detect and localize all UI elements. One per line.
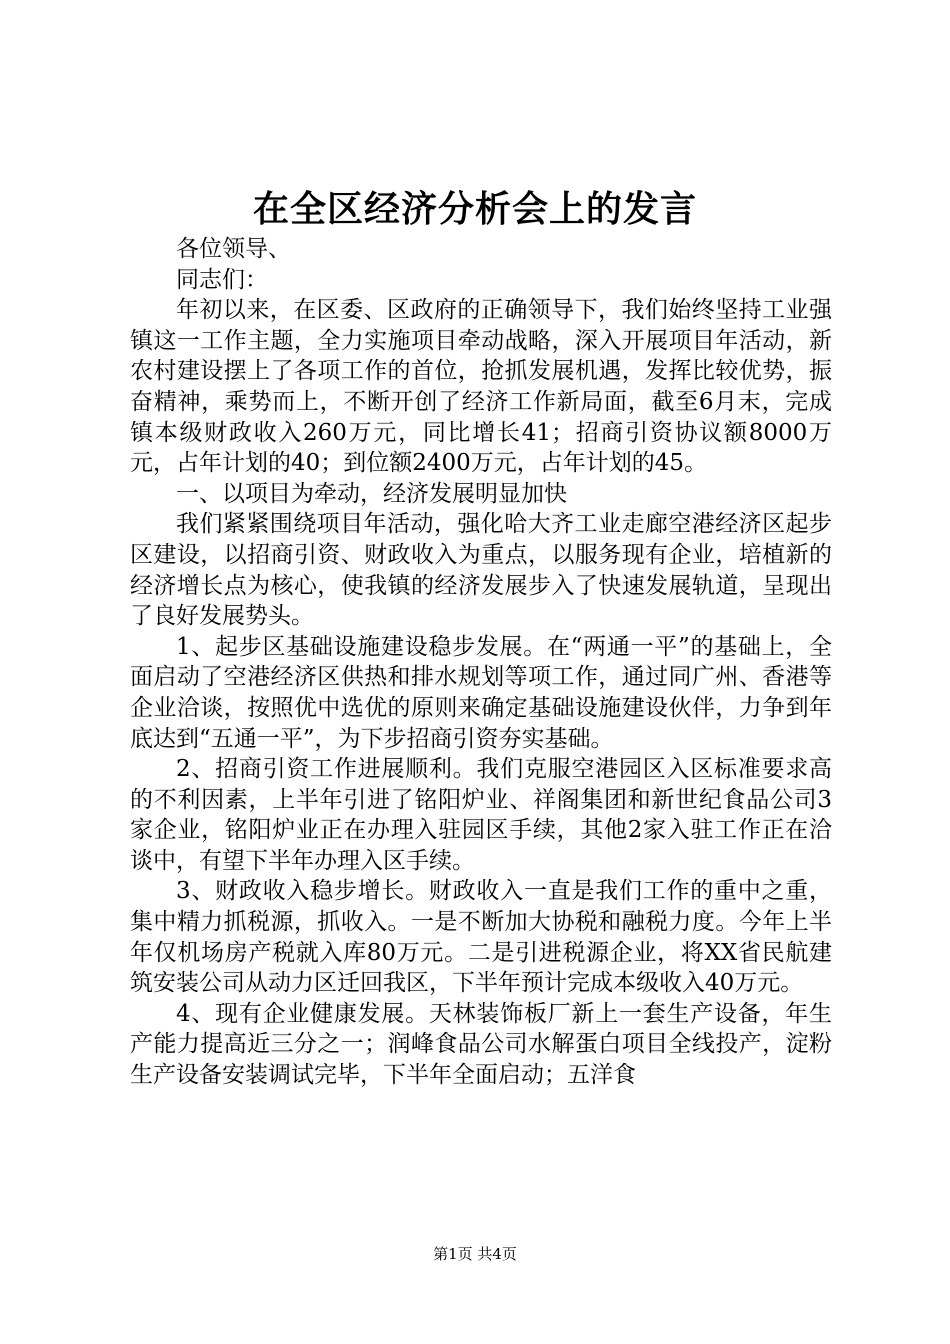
paragraph-item-3: 3、财政收入稳步增长。财政收入一直是我们工作的重中之重，集中精力抓税源，抓收入。一是不断加大协税和融税力度。今年上半年仅机场房产税就入库80万元。二是引进税源企业，将XX省民航建筑安装公司从动力区迁回我区，下半年预计完成本级收入40万元。 — [130, 878, 832, 997]
document-title: 在全区经济分析会上的发言 — [252, 188, 697, 230]
document-body — [130, 234, 832, 1091]
salutation-comrades: 同志们： — [176, 266, 268, 293]
paragraph-item-2: 2、招商引资工作进展顺利。我们克服空港园区入区标准要求高的不利因素，上半年引进了铭阳炉业、祥阁集团和新世纪食品公司3家企业，铭阳炉业正在办理入驻园区手续，其他2家入驻工作正在洽谈中，有望下半年办理入区手续。 — [130, 756, 832, 874]
page-number-footer: 第1页 共4页 — [433, 1245, 517, 1263]
paragraph-item-1: 1、起步区基础设施建设稳步发展。在“两通一平”的基础上，全面启动了空港经济区供热和排水规划等项工作，通过同广州、香港等企业洽谈，按照优中选优的原则来确定基础设施建设伙伴，力争到年底达到“五通一平”，为下步招商引资夯实基础。 — [130, 633, 832, 752]
paragraph-intro: 年初以来，在区委、区政府的正确领导下，我们始终坚持工业强镇这一工作主题，全力实施项目牵动战略，深入开展项目年活动，新农村建设摆上了各项工作的首位，抢抓发展机遇，发挥比较优势，振奋精神，乘势而上，不断开创了经济工作新局面，截至6月末，完成镇本级财政收入260万元，同比增长41；招商引资协议额8000万元，占年计划的40；到位额2400万元，占年计划的45。 — [130, 297, 832, 477]
paragraph-item-4: 4、现有企业健康发展。天林装饰板厂新上一套生产设备，年生产能力提高近三分之一；润峰食品公司水解蛋白项目全线投产，淀粉生产设备安装调试完毕，下半年全面启动；五洋食 — [130, 1000, 832, 1089]
salutation-leaders: 各位领导、 — [176, 236, 291, 262]
section-heading-1: 一、以项目为牵动，经济发展明显加快 — [176, 480, 567, 507]
paragraph-section-1: 我们紧紧围绕项目年活动，强化哈大齐工业走廊空港经济区起步区建设，以招商引资、财政收入为重点，以服务现有企业，培植新的经济增长点为核心，使我镇的经济发展步入了快速发展轨道，呈现出了良好发展势头。 — [130, 511, 832, 630]
